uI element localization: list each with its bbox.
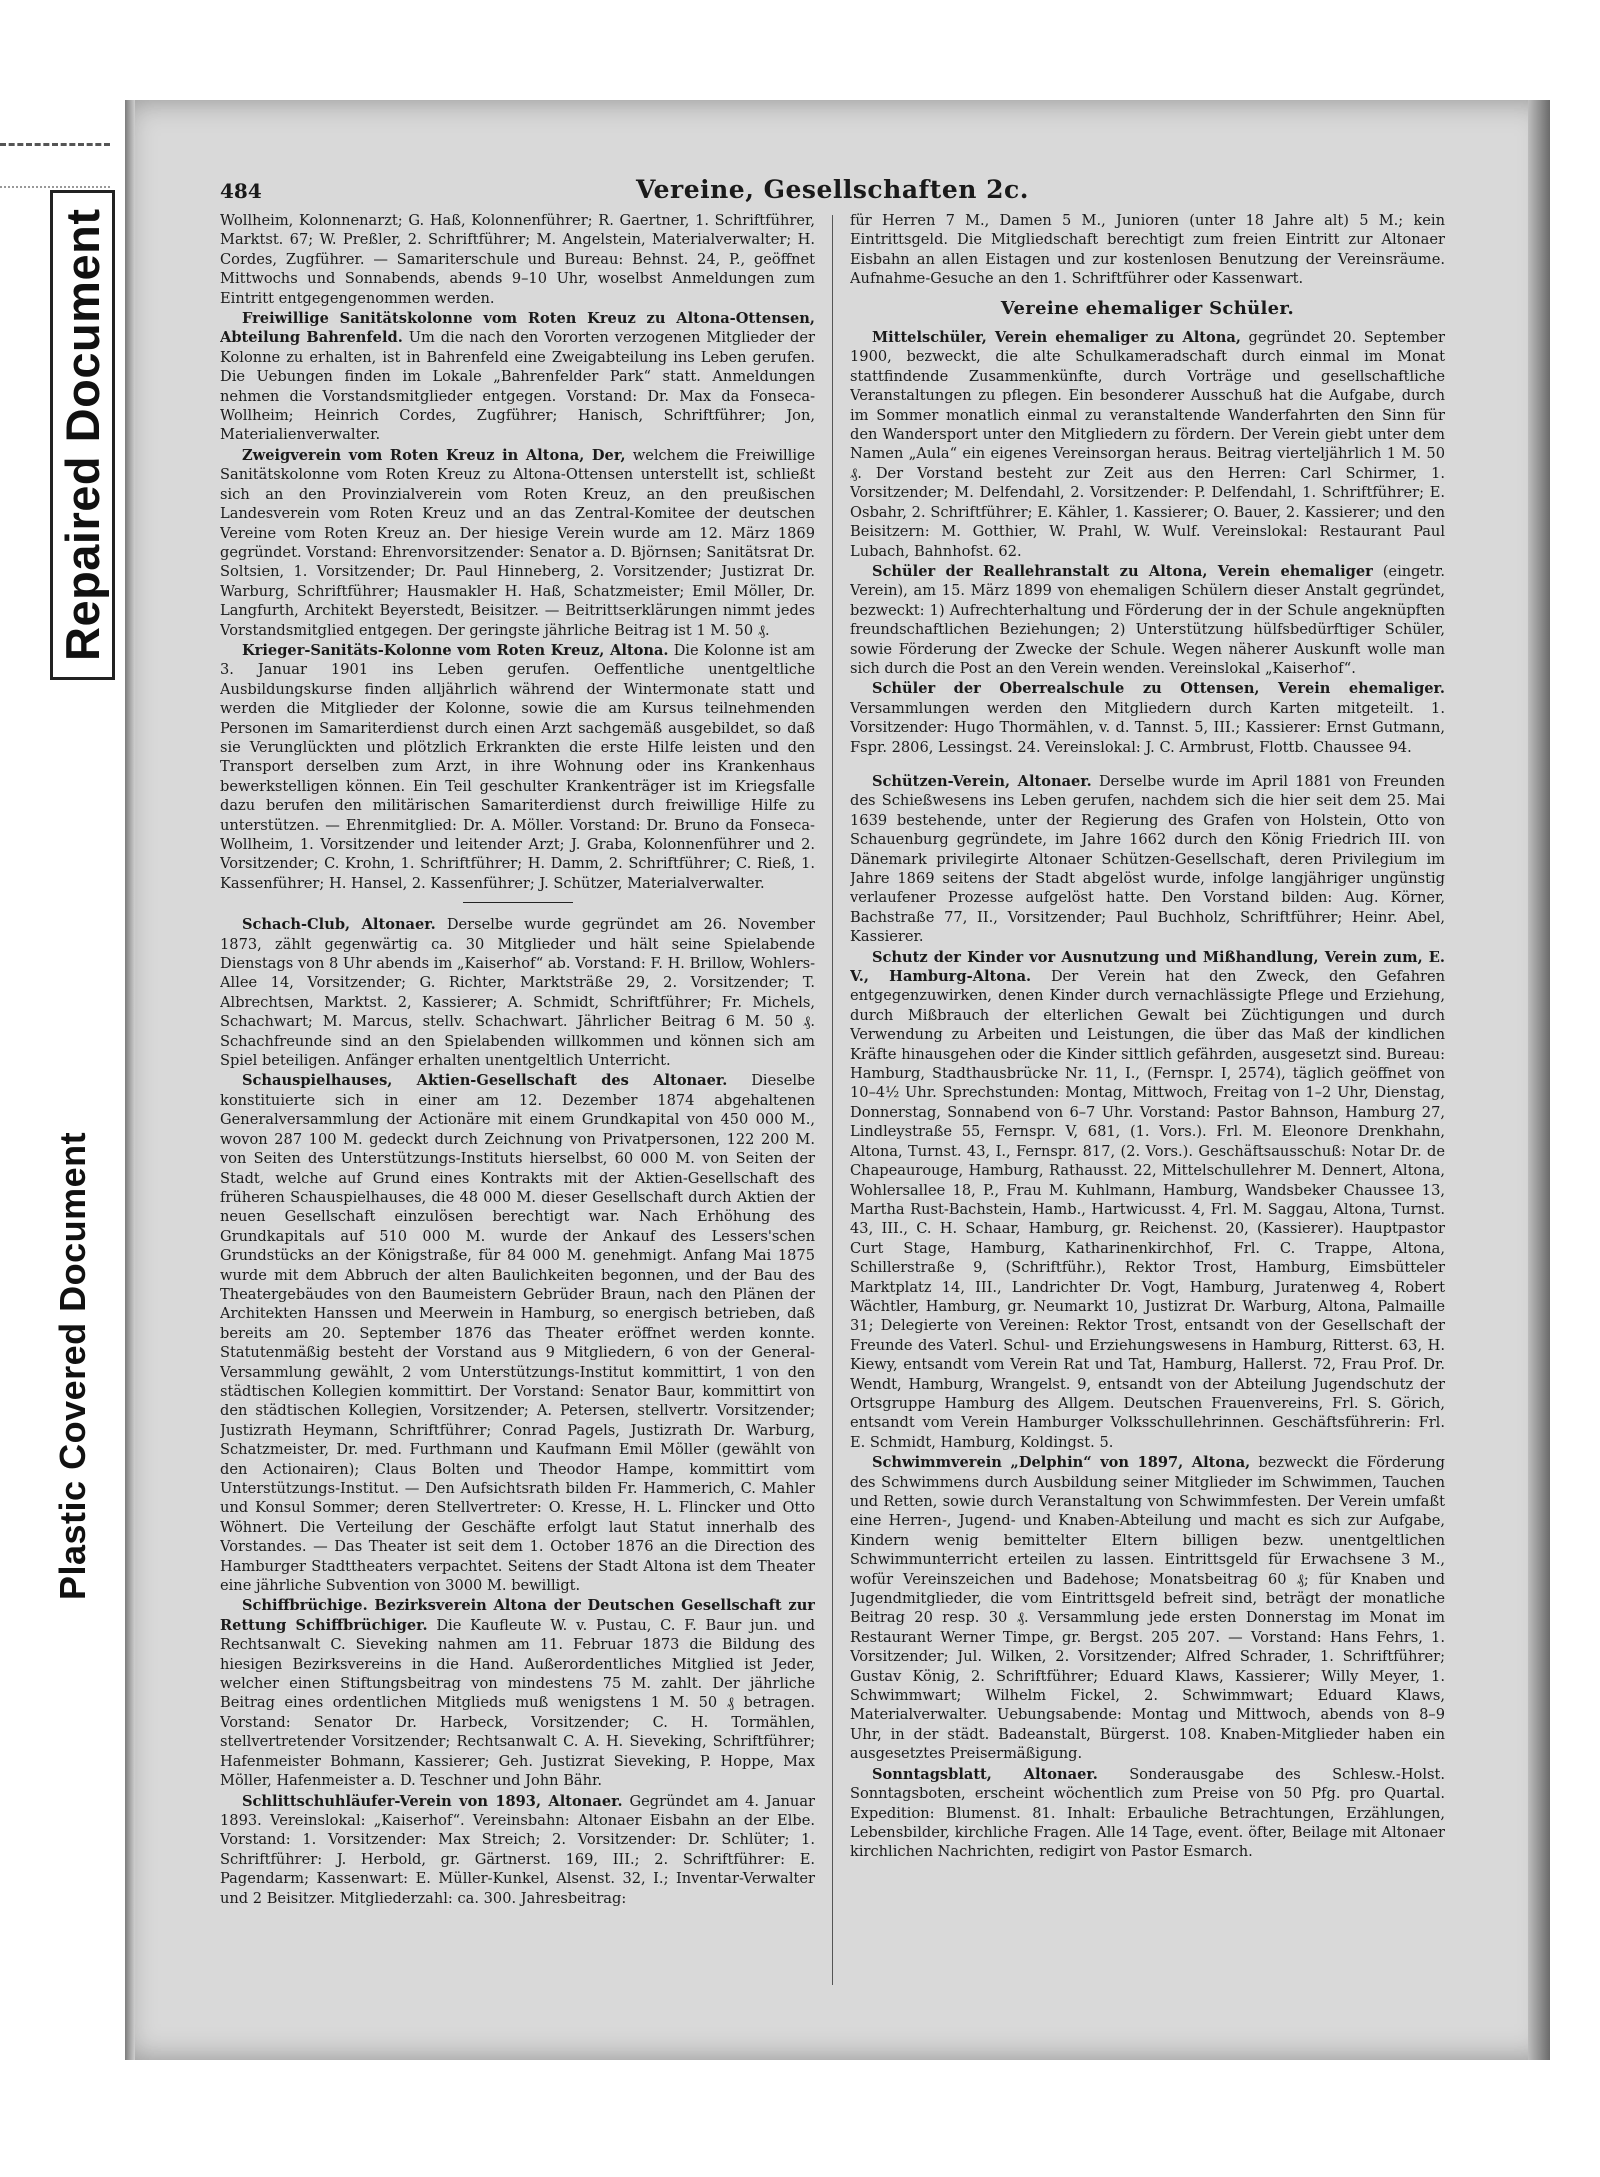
binding-strip bbox=[0, 0, 125, 2177]
directory-entry bbox=[850, 211, 1445, 289]
entry-title: Schiffbrüchige. Bezirksverein Altona der Deutschen Gesellschaft zur Rettung Schiffbrüchiger. bbox=[220, 1597, 815, 1634]
directory-entry bbox=[220, 1596, 815, 1790]
section-heading: Vereine ehemaliger Schüler. bbox=[1000, 297, 1295, 319]
directory-entry bbox=[220, 446, 815, 640]
entry-text: bezweckt die Förderung des Schwimmens durch Ausbildung seiner Mitglieder im Schwimmen, Tauchen und Retten, sowie durch Veranstaltung von Schwimmfesten. Der Verein umfaßt eine Herren-, Jugend- und Knaben-Abteilung und macht es sich zur Aufgabe, Kindern wenig bemittelter Eltern billigen bezw. unentgeltlichen Schwimmunterricht erteilen zu lassen. Eintrittsgeld für Erwachsene 3 M., wofür Vereinszeichen und Badehose; Monatsbeitrag 60 ₰; für Knaben und Jugendmitglieder, die vom Eintrittsgeld befreit sind, beträgt der monatliche Beitrag 20 resp. 30 ₰. Versammlung jede ersten Donnerstag im Monat im Restaurant Werner Timpe, gr. Bergst. 205 207. — Vorstand: Hans Fehrs, 1. Vorsitzender; Jul. Wilken, 2. Vorsitzender; Alfred Schrader, 1. Schriftführer; Gustav König, 2. Schriftführer; Eduard Klaws, Kassierer; Willy Meyer, 1. Schwimmwart; Wilhelm Fickel, 2. Schwimmwart; Eduard Klaws, Materialverwalter. Uebungsabende: Montag und Mittwoch, abends von 8–9 Uhr, in der städt. Badeanstalt, Bürgerst. 108. Knaben-Mitglieder haben ein ausgesetztes Preisermäßigung. bbox=[850, 1454, 1445, 1763]
page-binding-shadow bbox=[125, 100, 135, 2060]
directory-entry bbox=[220, 641, 815, 893]
cut-line bbox=[0, 143, 110, 146]
directory-entry bbox=[220, 915, 815, 1070]
page-number: 484 bbox=[220, 179, 262, 203]
entry-text: gegründet 20. September 1900, bezweckt, die alte Schulkameradschaft durch einmal im Monat stattfindende Zusammenkünfte, durch Vorträge und gesellschaftliche Veranstaltungen zu pflegen. Ein besonderer Ausschuß hat die Aufgabe, durch im Sommer monatlich einmal zu veranstaltende Wanderfahrten den Sinn für den Wandersport unter den Mitgliedern zu fördern. Der Verein giebt unter dem Namen „Aula“ ein eigenes Vereinsorgan heraus. Beitrag vierteljährlich 1 M. 50 ₰. Der Vorstand besteht zur Zeit aus den Herren: Carl Schirmer, 1. Vorsitzender; M. Delfendahl, 2. Vorsitzender: P. Delfendahl, 1. Schriftführer; E. Osbahr, 2. Schriftführer; E. Kähler, 1. Kassierer; O. Bauer, 2. Kassierer; und den Beisitzern: M. Gotthier, W. Prahl, W. Wulf. Vereinslokal: Restaurant Paul Lubach, Bahnhofst. 62. bbox=[850, 329, 1445, 560]
entry-text: Die Kaufleute W. v. Pustau, C. F. Baur jun. und Rechtsanwalt C. Sieveking nahmen am 11. Februar 1873 die Bildung des hiesigen Bezirksvereins in die Hand. Außerordentliches Mitglied ist Jeder, welcher einen Stiftungsbeitrag von mindestens 75 M. zahlt. Der jährliche Beitrag eines ordentlichen Mitglieds muß wenigstens 1 M. 50 ₰ betragen. Vorstand: Senator Dr. Harbeck, Vorsitzender; C. H. Tormählen, stellvertretender Vorsitzender; Rechtsanwalt C. A. H. Sieveking, Schriftführer; Hafenmeister Bohmann, Kassierer; Geh. Justizrat Sieveking, P. Hoppe, Max Möller, Hafenmeister a. D. Teschner und John Bähr. bbox=[220, 1616, 815, 1790]
entry-title: Krieger-Sanitäts-Kolonne vom Roten Kreuz, Altona. bbox=[242, 641, 669, 659]
entry-text: Derselbe wurde im April 1881 von Freunden des Schießwesens ins Leben gerufen, nachdem sich die hier seit dem 25. Mai 1639 bestehende, unter der Regierung des Grafen von Holstein, Otto von Schauenburg gegründete, im Jahre 1662 durch den König Friedrich III. von Dänemark privilegirte Altonaer Schützen-Gesellschaft, deren Privilegium im Jahre 1869 seitens der Stadt abgelöst wurde, infolge langjähriger ungünstig verlaufener Prozesse aufgelöst hatte. Den Vorstand bilden: Aug. Körner, Bachstraße 77, II., Vorsitzender; Paul Buchholz, Schriftführer; Heinr. Abel, Kassierer. bbox=[850, 772, 1445, 946]
entry-text: welchem die Freiwillige Sanitätskolonne vom Roten Kreuz zu Altona-Ottensen unterstellt ist, schließt sich an den Provinzialverein vom Roten Kreuz, an den preußischen Landesverein vom Roten Kreuz und an das Zentral-Komitee der deutschen Vereine vom Roten Kreuz an. Der hiesige Verein wurde am 12. März 1869 gegründet. Vorstand: Ehrenvorsitzender: Senator a. D. Björnsen; Sanitätsrat Dr. Soltsien, 1. Vorsitzender; Dr. Paul Hinneberg, 2. Vorsitzender; Justizrat Dr. Warburg, Schriftführer; Hausmakler H. Haß, Schatzmeister; Emil Möller, Dr. Langfurth, Architekt Beyerstedt, Beisitzer. — Beitrittserklärungen nimmt jedes Vorstandsmitglied entgegen. Der geringste jährliche Beitrag ist 1 M. 50 ₰. bbox=[220, 446, 815, 639]
entry-title: Schüler der Reallehranstalt zu Altona, Verein ehemaliger bbox=[872, 562, 1373, 580]
entry-text: Dieselbe konstituierte sich in einer am 12. Dezember 1874 abgehaltenen Generalversammlung der Actionäre mit einem Grundkapital von 450 000 M., wovon 287 100 M. gedeckt durch Zeichnung von Privatpersonen, 122 200 M. von Seiten des Unterstützungs-Instituts hierselbst, 60 000 M. von Seiten der Stadt, welche auf Grund eines Kontrakts mit der Aktien-Gesellschaft des früheren Schauspielhauses, die 48 000 M. dieser Gesellschaft durch Aktien der neuen Gesellschaft einzulösen berechtigt war. Nach Erhöhung des Grundkapitals auf 510 000 M. wurde der Ankauf des Lessers'schen Grundstücks an der Königstraße, für 84 000 M. genehmigt. Anfang Mai 1875 wurde mit dem Abbruch der alten Baulichkeiten begonnen, und der Bau des Theatergebäudes von den Baumeistern Gebrüder Braun, nach den Plänen der Architekten Hanssen und Meerwein in Hamburg, so energisch betrieben, daß bereits am 20. September 1876 das Theater eröffnet werden konnte. Statutenmäßig besteht der Vorstand aus 9 Mitgliedern, 6 von der General-Versammlung gewählt, 2 vom Unterstützungs-Institut kommittirt, 1 von den städtischen Kollegien kommittirt. Der Vorstand: Senator Baur, kommittirt von den städtischen Kollegien, Vorsitzender; A. Petersen, stellvertr. Vorsitzender; Justizrath Heymann, Schriftführer; Conrad Pagels, Justizrath Dr. Warburg, Schatzmeister, Dr. med. Furthmann und Kaufmann Emil Möller (gewählt von den Actionairen); Claus Bolten und Theodor Hampe, kommittirt vom Unterstützungs-Institut. — Den Aufsichtsrath bilden Fr. Hammerich, C. Mahler und Konsul Sommer; deren Stellvertreter: O. Kresse, H. L. Flincker und Otto Wöhnert. Die Verteilung der Geschäfte erfolgt laut Statut innerhalb des Vorstandes. — Das Theater ist seit dem 1. October 1876 an die Direction des Hamburger Stadttheaters verpachtet. Seitens der Stadt Altona ist dem Theater eine jährliche Subvention von 3000 M. bewilligt. bbox=[220, 1072, 815, 1595]
running-head bbox=[220, 175, 1445, 209]
entry-text: Sonderausgabe des Schlesw.-Holst. Sonntagsboten, erscheint wöchentlich zum Preise von 50 Pfg. pro Quartal. Expedition: Blumenst. 81. Inhalt: Erbauliche Betrachtungen, Erzählungen, Lebensbilder, kirchliche Fragen. Alle 14 Tage, event. öfter, Beilage mit Altonaer kirchlichen Nachrichten, redigirt von Pastor Esmarch. bbox=[850, 1765, 1445, 1861]
page-edge bbox=[1528, 100, 1550, 2060]
directory-entry bbox=[220, 309, 815, 445]
repaired-document-stamp: Repaired Document bbox=[50, 190, 115, 680]
entry-text: (eingetr. Verein), am 15. März 1899 von ehemaligen Schülern dieser Anstalt gegründet, bezweckt: 1) Aufrechterhaltung und Förderung der in der Schule angeknüpften freundschaftlichen Beziehungen; 2) Unterstützung hülfsbedürftiger Schüler, sowie Förderung der Zwecke der Schule. Wegen näherer Auskunft wolle man sich durch die Post an den Verein wenden. Vereinslokal „Kaiserhof“. bbox=[850, 562, 1445, 677]
directory-entry bbox=[850, 1453, 1445, 1764]
entry-text: für Herren 7 M., Damen 5 M., Junioren (unter 18 Jahre alt) 5 M.; kein Eintrittsgeld. Die Mitgliedschaft berechtigt zum freien Eintritt zur Altonaer Eisbahn an allen Eistagen und zur kostenlosen Benutzung der Vereinsräume. Aufnahme-Gesuche an den 1. Schriftführer oder Kassenwart. bbox=[850, 212, 1445, 288]
entry-text: Die Kolonne ist am 3. Januar 1901 ins Leben gerufen. Oeffentliche unentgeltliche Ausbildungskurse finden alljährlich während der Wintermonate statt und werden die Mitglieder der Kolonne, sowie die am Kursus teilnehmenden Personen im Samariterdienst durch einen Arzt sachgemäß ausgebildet, so daß sie Verunglückten und plötzlich Erkrankten die erste Hilfe leisten und den Transport derselben zum Arzt, in ihre Wohnung oder ins Krankenhaus bewerkstelligen können. Ein Teil geschulter Krankenträger ist im Kriegsfalle dazu berufen den militärischen Samariterdienst durch freiwillige Hilfe zu unterstützen. — Ehrenmitglied: Dr. A. Möller. Vorstand: Dr. Bruno da Fonseca-Wollheim, 1. Vorsitzender und leitender Arzt; J. Graba, Kolonnenführer und 2. Vorsitzender; C. Krohn, 1. Schriftführer; H. Damm, 2. Schriftführer; C. Rieß, 1. Kassenführer; H. Hansel, 2. Kassenführer; J. Schützer, Materialverwalter. bbox=[220, 641, 815, 892]
entry-text: Der Verein hat den Zweck, den Gefahren entgegenzuwirken, denen Kinder durch vernachlässigte Pflege und Erziehung, durch Mißbrauch der elterlichen Gewalt bei Züchtigungen und durch Verwendung zu Arbeiten und Leistungen, die über das Maß der kindlichen Kräfte hinausgehen oder die Kinder sittlich gefährden, ausgesetzt sind. Bureau: Hamburg, Stadthausbrücke Nr. 11, I., (Fernspr. I, 2574), täglich geöffnet von 10–4½ Uhr. Sprechstunden: Montag, Mittwoch, Freitag von 1–2 Uhr, Dienstag, Donnerstag, Sonnabend von 6–7 Uhr. Vorstand: Pastor Bahnson, Hamburg 27, Lindleystraße 55, Fernspr. V, 681, (1. Vors.). Frl. M. Eleonore Drenkhahn, Altona, Turnst. 43, I., Fernspr. 817, (2. Vors.). Geschäftsausschuß: Notar Dr. de Chapeaurouge, Hamburg, Rathausst. 22, Mittelschullehrer M. Dennert, Altona, Wohlersallee 18, P., Frau M. Kuhlmann, Hamburg, Wandsbeker Chaussee 13, Martha Rust-Bachstein, Hamb., Hartwicusst. 4, Frl. M. Saggau, Altona, Turnst. 43, III., C. H. Schaar, Hamburg, gr. Reichenst. 20, (Kassierer). Hauptpastor Curt Stage, Hamburg, Katharinenkirchhof, Frl. C. Trappe, Altona, Schillerstraße 9, (Schriftführ.), Rektor Trost, Hamburg, Eimsbütteler Marktplatz 14, III., Landrichter Dr. Vogt, Hamburg, Juratenweg 4, Robert Wächtler, Hamburg, gr. Neumarkt 10, Justizrat Dr. Warburg, Altona, Palmaille 31; Delegierte von Vereinen: Rektor Trost, entsandt von der Gesellschaft der Freunde des Vaterl. Schul- und Erziehungswesens in Hamburg, Ritterst. 63, H. Kiewy, entsandt vom Verein Rat und Tat, Hamburg, Hallerst. 72, Frau Prof. Dr. Wendt, Hamburg, Wrangelst. 9, entsandt von der Abteilung Jugendschutz der Ortsgruppe Hamburg des Allgem. Deutschen Frauenvereins, Frl. S. Görich, entsandt vom Verein Hamburger Volksschullehrinnen. Geschäftsführerin: Frl. E. Schmidt, Hamburg, Koldingst. 5. bbox=[850, 968, 1445, 1451]
page-title: Vereine, Gesellschaften 2c. bbox=[636, 175, 1029, 204]
left-column bbox=[220, 211, 815, 2005]
directory-entry bbox=[220, 211, 815, 308]
entry-text: Gegründet am 4. Januar 1893. Vereinslokal: „Kaiserhof“. Vereinsbahn: Altonaer Eisbahn an der Elbe. Vorstand: 1. Vorsitzender: Max Streich; 2. Vorsitzender: Dr. Schlüter; 1. Schriftführer: J. Herbold, gr. Gärtnerst. 169, III.; 2. Schriftführer: E. Pagendarm; Kassenwart: E. Müller-Kunkel, Alsenst. 32, I.; Inventar-Verwalter und 2 Beisitzer. Mitgliederzahl: ca. 300. Jahresbeitrag: bbox=[220, 1792, 815, 1907]
entry-title: Mittelschüler, Verein ehemaliger zu Altona, bbox=[872, 329, 1241, 347]
right-column bbox=[850, 211, 1445, 2005]
directory-entry bbox=[220, 1071, 815, 1595]
section-rule bbox=[463, 902, 573, 903]
entry-title: Schach-Club, Altonaer. bbox=[242, 916, 436, 934]
entry-title: Sonntagsblatt, Altonaer. bbox=[872, 1765, 1098, 1783]
entry-title: Zweigverein vom Roten Kreuz in Altona, Der, bbox=[242, 446, 626, 464]
entry-title: Schlittschuhläufer-Verein von 1893, Altonaer. bbox=[242, 1792, 623, 1810]
entry-title: Schüler der Oberrealschule zu Ottensen, Verein ehemaliger. bbox=[872, 680, 1445, 698]
entry-title: Freiwillige Sanitätskolonne vom Roten Kreuz zu Altona-Ottensen, Abteilung Bahrenfeld. bbox=[220, 310, 815, 347]
directory-entry bbox=[850, 562, 1445, 678]
directory-entry bbox=[220, 1792, 815, 1908]
entry-text: Wollheim, Kolonnenarzt; G. Haß, Kolonnenführer; R. Gaertner, 1. Schriftführer, Marktst. 67; W. Preßler, 2. Schriftführer; M. Angelstein, Materialverwalter; H. Cordes, Zugführer. — Samariterschule und Bureau: Behnst. 24, P., geöffnet Mittwochs und Sonnabends, abends 9–10 Uhr, woselbst Anmeldungen zum Eintritt entgegengenommen werden. bbox=[220, 212, 815, 307]
plastic-covered-stamp: Plastic Covered Document bbox=[52, 1131, 93, 1600]
directory-entry bbox=[850, 679, 1445, 757]
page-text-area bbox=[220, 175, 1445, 2005]
section-gap bbox=[850, 758, 1445, 772]
entry-title: Schützen-Verein, Altonaer. bbox=[872, 772, 1092, 790]
scanned-page bbox=[125, 100, 1550, 2060]
column-divider bbox=[832, 215, 833, 1985]
entry-title: Schwimmverein „Delphin“ von 1897, Altona, bbox=[872, 1454, 1251, 1472]
directory-entry bbox=[850, 1765, 1445, 1862]
cut-line-dotted bbox=[0, 186, 110, 188]
entry-text: Derselbe wurde gegründet am 26. November 1873, zählt gegenwärtig ca. 30 Mitglieder und hält seine Spielabende Dienstags von 8 Uhr abends im „Kaiserhof“ ab. Vorstand: F. H. Brillow, Wohlers-Allee 14, Vorsitzender; G. Richter, Marktsträße 29, 2. Vorsitzender; T. Albrechtsen, Marktst. 2, Kassierer; A. Schmidt, Schriftführer; Fr. Michels, Schachwart; M. Marcus, stellv. Schachwart. Jährlicher Beitrag 6 M. 50 ₰. Schachfreunde sind an den Spielabenden willkommen und können sich am Spiel beteiligen. Anfänger erhalten unentgeltlich Unterricht. bbox=[220, 916, 815, 1070]
entry-text: Versammlungen werden den Mitgliedern durch Karten mitgeteilt. 1. Vorsitzender: Hugo Thormählen, v. d. Tannst. 5, III.; Kassierer: Ernst Gutmann, Fspr. 2806, Lessingst. 24. Vereinslokal: J. C. Armbrust, Flottb. Chaussee 94. bbox=[850, 699, 1445, 756]
entry-title: Schauspielhauses, Aktien-Gesellschaft des Altonaer. bbox=[242, 1072, 728, 1090]
entry-title: Schutz der Kinder vor Ausnutzung und Mißhandlung, Verein zum, E. V., Hamburg-Altona. bbox=[850, 948, 1445, 986]
directory-entry bbox=[850, 772, 1445, 947]
directory-entry bbox=[850, 948, 1445, 1453]
text-columns bbox=[220, 211, 1445, 2005]
directory-entry bbox=[850, 328, 1445, 561]
entry-text: Um die nach den Vororten verzogenen Mitglieder der Kolonne zu erhalten, ist in Bahrenfeld eine Zweigabteilung ins Leben gerufen. Die Uebungen finden im Lokale „Bahrenfelder Park“ statt. Anmeldungen nehmen die Vorstandsmitglieder entgegen. Vorstand: Dr. Max da Fonseca-Wollheim; Heinrich Cordes, Zugführer; Hanisch, Schriftführer; Jon, Materialienverwalter. bbox=[220, 329, 815, 444]
